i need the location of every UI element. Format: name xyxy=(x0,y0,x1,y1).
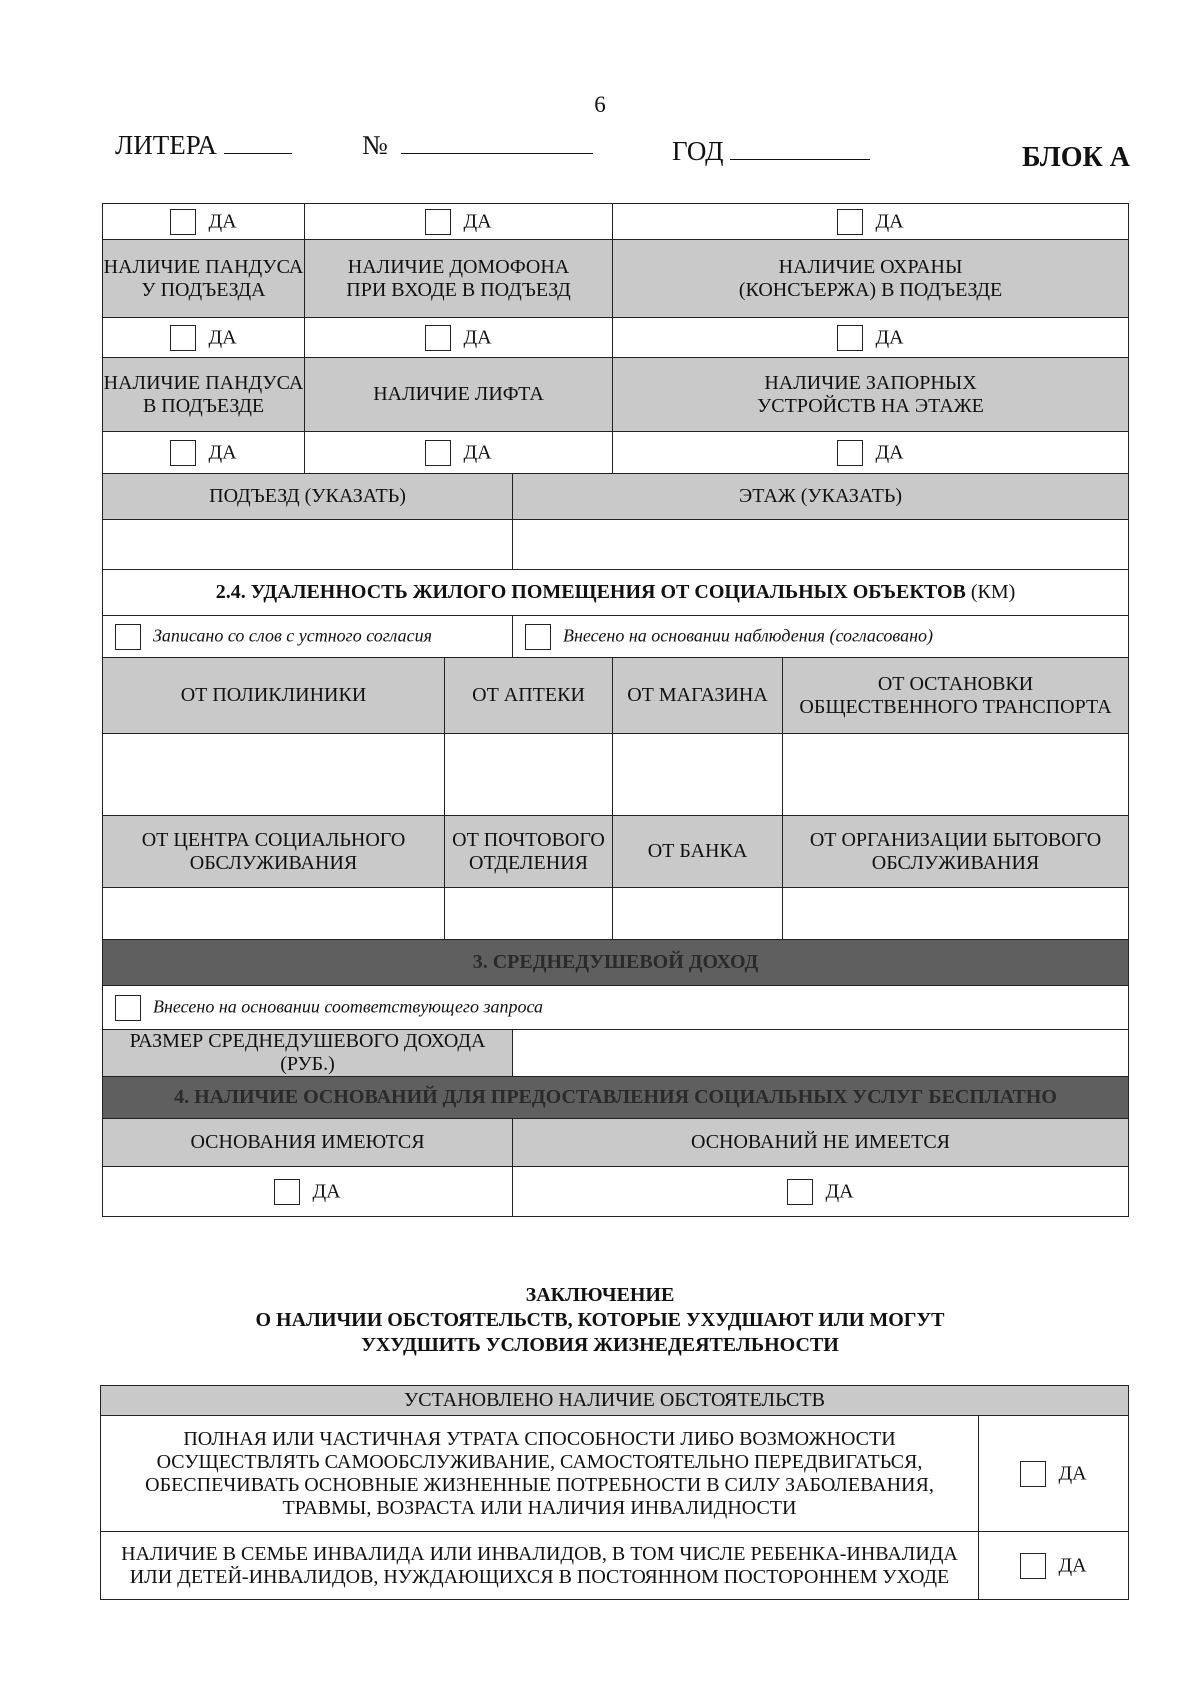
observed-label: Внесено на основании наблюдения (согласовано) xyxy=(563,625,934,646)
distance-title: 2.4. УДАЛЕННОСТЬ ЖИЛОГО ПОМЕЩЕНИЯ ОТ СОЦИАЛЬНЫХ ОБЪЕКТОВ xyxy=(215,581,966,603)
distance-input[interactable] xyxy=(783,888,1129,940)
grounds-section-title: 4. НАЛИЧИЕ ОСНОВАНИЙ ДЛЯ ПРЕДОСТАВЛЕНИЯ СОЦИАЛЬНЫХ УСЛУГ БЕСПЛАТНО xyxy=(103,1077,1129,1119)
number-blank[interactable] xyxy=(401,153,593,154)
from-transport-stop-label: ОТ ОСТАНОВКИ ОБЩЕСТВЕННОГО ТРАНСПОРТА xyxy=(783,658,1129,734)
block-label: БЛОК А xyxy=(1022,142,1130,173)
yes-label: ДА xyxy=(825,1180,854,1202)
checkbox[interactable] xyxy=(115,624,141,650)
yes-row-0 xyxy=(103,204,1129,240)
circumstance-self-care-text: ПОЛНАЯ ИЛИ ЧАСТИЧНАЯ УТРАТА СПОСОБНОСТИ ЛИБО ВОЗМОЖНОСТИ ОСУЩЕСТВЛЯТЬ САМООБСЛУЖИВАНИЕ, САМОСТОЯТЕЛЬНО ПЕРЕДВИГАТЬСЯ, ОБЕСПЕЧИВАТЬ ОСНОВНЫЕ ЖИЗНЕННЫЕ ПОТРЕБНОСТИ В СИЛУ ЗАБОЛЕВАНИЯ, ТРАВМЫ, ВОЗРАСТА ИЛИ НАЛИЧИЯ ИНВАЛИДНОСТИ xyxy=(101,1416,979,1532)
yes-cell[interactable] xyxy=(513,1167,1129,1217)
from-clinic-label: ОТ ПОЛИКЛИНИКИ xyxy=(103,658,445,734)
yes-row-1 xyxy=(103,318,1129,358)
income-option-row xyxy=(103,986,1129,1030)
page-number: 6 xyxy=(594,92,606,117)
conclusion-line-3: УХУДШИТЬ УСЛОВИЯ ЖИЗНЕДЕЯТЕЛЬНОСТИ xyxy=(361,1334,839,1356)
ramp-in-entrance-label: НАЛИЧИЕ ПАНДУСА В ПОДЪЕЗДЕ xyxy=(103,358,305,432)
income-size-row xyxy=(103,1030,1129,1077)
grounds-have-label: ОСНОВАНИЯ ИМЕЮТСЯ xyxy=(103,1119,513,1167)
entrance-header-row-2 xyxy=(103,358,1129,432)
circumstances-header-row xyxy=(101,1386,1129,1416)
litera-blank[interactable] xyxy=(224,153,292,154)
distance-input[interactable] xyxy=(103,888,445,940)
income-section-title: 3. СРЕДНЕДУШЕВОЙ ДОХОД xyxy=(103,940,1129,986)
distance-input[interactable] xyxy=(445,888,613,940)
yes-cell[interactable] xyxy=(305,318,613,358)
from-post-office-label: ОТ ПОЧТОВОГО ОТДЕЛЕНИЯ xyxy=(445,816,613,888)
from-social-center-label: ОТ ЦЕНТРА СОЦИАЛЬНОГО ОБСЛУЖИВАНИЯ xyxy=(103,816,445,888)
grounds-header-row xyxy=(103,1119,1129,1167)
yes-cell[interactable] xyxy=(103,432,305,474)
distance-input[interactable] xyxy=(445,734,613,816)
income-size-input[interactable] xyxy=(513,1030,1129,1077)
income-request-label: Внесено на основании соответствующего запроса xyxy=(153,996,543,1017)
yes-cell[interactable] xyxy=(613,432,1129,474)
checkbox[interactable] xyxy=(525,624,551,650)
yes-label: ДА xyxy=(463,210,492,232)
distance-input[interactable] xyxy=(783,734,1129,816)
year-label: ГОД xyxy=(672,136,724,166)
grounds-not-have-label: ОСНОВАНИЙ НЕ ИМЕЕТСЯ xyxy=(513,1119,1129,1167)
yes-cell[interactable] xyxy=(613,318,1129,358)
income-size-label: РАЗМЕР СРЕДНЕДУШЕВОГО ДОХОДА (РУБ.) xyxy=(103,1030,513,1077)
yes-cell[interactable] xyxy=(103,1167,513,1217)
checkbox[interactable] xyxy=(837,209,863,235)
yes-cell[interactable] xyxy=(305,432,613,474)
checkbox[interactable] xyxy=(425,440,451,466)
ramp-at-entrance-label: НАЛИЧИЕ ПАНДУСА У ПОДЪЕЗДА xyxy=(103,240,305,318)
circumstance-disabled-family-text: НАЛИЧИЕ В СЕМЬЕ ИНВАЛИДА ИЛИ ИНВАЛИДОВ, В ТОМ ЧИСЛЕ РЕБЕНКА-ИНВАЛИДА ИЛИ ДЕТЕЙ-ИНВАЛИДОВ, НУЖДАЮЩИХСЯ В ПОСТОЯННОМ ПОСТОРОННЕМ УХОДЕ xyxy=(101,1532,979,1600)
distance-input-row-1 xyxy=(103,734,1129,816)
distance-input[interactable] xyxy=(103,734,445,816)
yes-label: ДА xyxy=(1058,1554,1087,1576)
yes-cell[interactable] xyxy=(103,204,305,240)
yes-label: ДА xyxy=(208,441,237,463)
checkbox[interactable] xyxy=(1020,1461,1046,1487)
yes-label: ДА xyxy=(312,1180,341,1202)
from-bank-label: ОТ БАНКА xyxy=(613,816,783,888)
circumstance-row xyxy=(101,1416,1129,1532)
conclusion-line-2: О НАЛИЧИИ ОБСТОЯТЕЛЬСТВ, КОТОРЫЕ УХУДШАЮТ ИЛИ МОГУТ xyxy=(255,1309,945,1331)
concierge-label: НАЛИЧИЕ ОХРАНЫ (КОНСЪЕРЖА) В ПОДЪЕЗДЕ xyxy=(613,240,1129,318)
yes-cell[interactable] xyxy=(613,204,1129,240)
checkbox[interactable] xyxy=(787,1179,813,1205)
checkbox[interactable] xyxy=(425,209,451,235)
yes-cell[interactable] xyxy=(103,318,305,358)
podezd-input[interactable] xyxy=(103,520,513,570)
elevator-label: НАЛИЧИЕ ЛИФТА xyxy=(305,358,613,432)
form-table-block-a xyxy=(102,203,1129,1217)
yes-label: ДА xyxy=(875,441,904,463)
checkbox[interactable] xyxy=(170,440,196,466)
yes-cell[interactable] xyxy=(979,1532,1129,1600)
distance-unit: (КМ) xyxy=(965,581,1016,603)
yes-label: ДА xyxy=(208,210,237,232)
from-shop-label: ОТ МАГАЗИНА xyxy=(613,658,783,734)
intercom-label: НАЛИЧИЕ ДОМОФОНА ПРИ ВХОДЕ В ПОДЪЕЗД xyxy=(305,240,613,318)
conclusion-line-1: ЗАКЛЮЧЕНИЕ xyxy=(525,1284,675,1306)
checkbox[interactable] xyxy=(115,995,141,1021)
checkbox[interactable] xyxy=(170,325,196,351)
yes-label: ДА xyxy=(1058,1462,1087,1484)
distance-title-row xyxy=(103,570,1129,616)
circumstance-row xyxy=(101,1532,1129,1600)
podezd-floor-header-row xyxy=(103,474,1129,520)
number-field[interactable] xyxy=(362,130,593,161)
distance-input-row-2 xyxy=(103,888,1129,940)
distance-header-row-2 xyxy=(103,816,1129,888)
yes-cell[interactable] xyxy=(979,1416,1129,1532)
yes-label: ДА xyxy=(875,210,904,232)
yes-cell[interactable] xyxy=(305,204,613,240)
yes-label: ДА xyxy=(875,326,904,348)
distance-section-title xyxy=(103,570,1129,616)
from-pharmacy-label: ОТ АПТЕКИ xyxy=(445,658,613,734)
observed-option[interactable] xyxy=(513,616,1129,658)
entrance-header-row-1 xyxy=(103,240,1129,318)
litera-label: ЛИТЕРА xyxy=(115,130,217,160)
grounds-yes-row xyxy=(103,1167,1129,1217)
distance-input[interactable] xyxy=(613,888,783,940)
distance-header-row-1 xyxy=(103,658,1129,734)
from-service-org-label: ОТ ОРГАНИЗАЦИИ БЫТОВОГО ОБСЛУЖИВАНИЯ xyxy=(783,816,1129,888)
grounds-title-row xyxy=(103,1077,1129,1119)
circumstances-table xyxy=(100,1385,1129,1600)
litera-field[interactable] xyxy=(115,130,292,161)
circumstances-header: УСТАНОВЛЕНО НАЛИЧИЕ ОБСТОЯТЕЛЬСТВ xyxy=(101,1386,1129,1416)
distance-options-row xyxy=(103,616,1129,658)
number-label: № xyxy=(362,130,388,160)
yes-label: ДА xyxy=(463,441,492,463)
podezd-floor-input-row xyxy=(103,520,1129,570)
income-title-row xyxy=(103,940,1129,986)
yes-label: ДА xyxy=(463,326,492,348)
income-request-option[interactable] xyxy=(103,986,1129,1030)
checkbox[interactable] xyxy=(837,440,863,466)
checkbox[interactable] xyxy=(1020,1553,1046,1579)
yes-label: ДА xyxy=(208,326,237,348)
yes-row-2 xyxy=(103,432,1129,474)
floor-locks-label: НАЛИЧИЕ ЗАПОРНЫХ УСТРОЙСТВ НА ЭТАЖЕ xyxy=(613,358,1129,432)
year-blank[interactable] xyxy=(730,159,870,160)
oral-consent-label: Записано со слов с устного согласия xyxy=(153,625,432,646)
checkbox[interactable] xyxy=(274,1179,300,1205)
distance-input[interactable] xyxy=(613,734,783,816)
conclusion-heading xyxy=(0,1283,1200,1358)
floor-label: ЭТАЖ (УКАЗАТЬ) xyxy=(513,474,1129,520)
year-field[interactable] xyxy=(672,136,870,167)
checkbox[interactable] xyxy=(837,325,863,351)
floor-input[interactable] xyxy=(513,520,1129,570)
oral-consent-option[interactable] xyxy=(103,616,513,658)
checkbox[interactable] xyxy=(170,209,196,235)
podezd-label: ПОДЪЕЗД (УКАЗАТЬ) xyxy=(103,474,513,520)
checkbox[interactable] xyxy=(425,325,451,351)
